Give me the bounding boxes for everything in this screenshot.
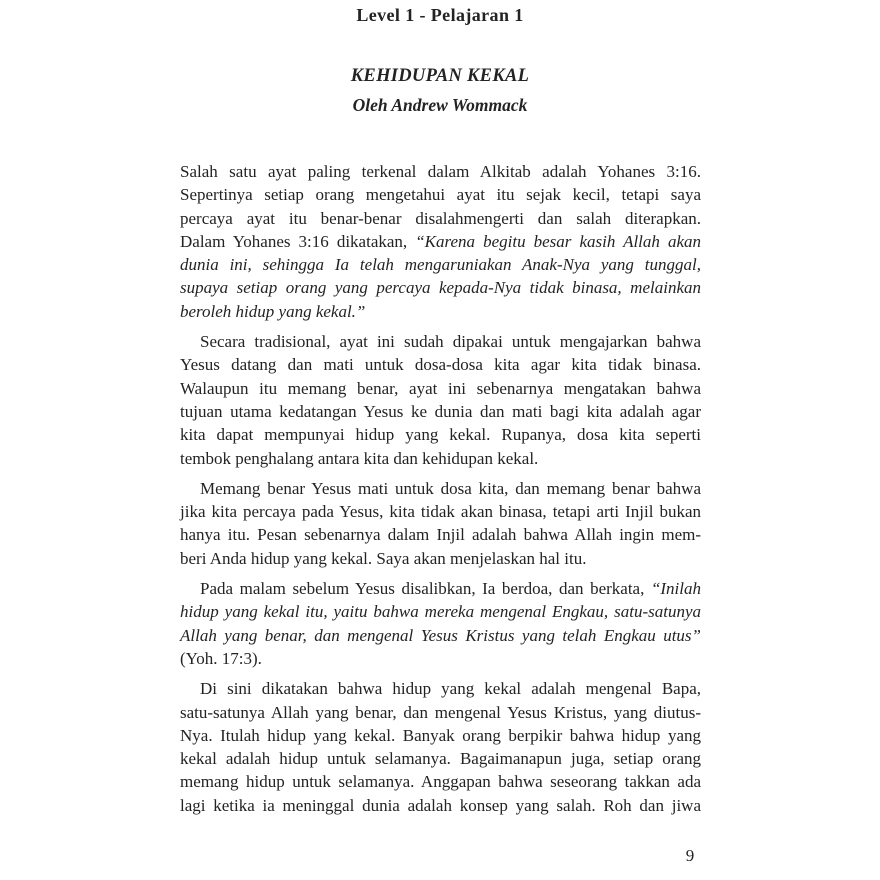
text-segment: tembok penghalang antara kita dan kehidupan kekal.: [180, 448, 539, 468]
text-line: [180, 423, 701, 446]
text-line: [180, 701, 701, 724]
text-segment: Dalam Yohanes 3:16 dikatakan,: [180, 231, 416, 251]
text-segment: Yesus datang dan mati untuk dosa-dosa kita agar kita tidak binasa.: [180, 355, 701, 375]
article-title: KEHIDUPAN KEKAL: [350, 66, 530, 86]
italic-text-segment: “Inilah: [650, 579, 701, 599]
lesson-header: Level 1 - Pelajaran 1: [356, 5, 524, 25]
text-line: [180, 600, 701, 623]
italic-text-segment: “Karena begitu besar kasih Allah akan: [415, 231, 701, 251]
text-line: [180, 477, 701, 500]
text-segment: Walaupun itu memang benar, ayat ini sebenarnya mengatakan bahwa: [180, 378, 701, 398]
page-number: 9: [685, 846, 695, 865]
paragraph: [180, 330, 701, 470]
text-segment: Nya. Itulah hidup yang kekal. Banyak orang berpikir bahwa hidup yang: [180, 725, 701, 745]
italic-text-segment: hidup yang kekal itu, yaitu bahwa mereka mengenal Engkau, satu-satunya: [180, 602, 701, 622]
text-line: [180, 253, 701, 276]
text-line: [180, 523, 701, 546]
text-line: [180, 353, 701, 376]
text-line: [180, 794, 701, 817]
text-segment: memang hidup untuk selamanya. Anggapan bahwa seseorang takkan ada: [180, 772, 701, 792]
text-line: [180, 300, 701, 323]
text-line: [180, 230, 701, 253]
article-byline: Oleh Andrew Wommack: [352, 95, 528, 115]
italic-text-segment: supaya setiap orang yang percaya kepada-Nya tidak binasa, melainkan: [180, 278, 701, 298]
text-segment: Memang benar Yesus mati untuk dosa kita, dan memang benar bahwa: [200, 478, 701, 498]
text-line: [180, 747, 701, 770]
body-text: [180, 160, 701, 817]
text-line: [180, 160, 701, 183]
italic-text-segment: Allah yang benar, dan mengenal Yesus Kristus yang telah Engkau utus”: [180, 625, 701, 645]
text-line: [180, 547, 701, 570]
text-line: [180, 447, 701, 470]
text-line: [180, 377, 701, 400]
text-segment: lagi ketika ia meninggal dunia adalah konsep yang salah. Roh dan jiwa: [180, 795, 701, 815]
text-segment: percaya ayat itu benar-benar disalahmengerti dan salah diterapkan.: [180, 208, 701, 228]
text-line: [180, 577, 701, 600]
text-line: [180, 276, 701, 299]
italic-text-segment: dunia ini, sehingga Ia telah mengaruniakan Anak-Nya yang tunggal,: [180, 255, 701, 275]
paragraph: [180, 677, 701, 817]
text-segment: (Yoh. 17:3).: [180, 648, 262, 668]
text-line: [180, 183, 701, 206]
text-line: [180, 500, 701, 523]
text-segment: tujuan utama kedatangan Yesus ke dunia dan mati bagi kita adalah agar: [180, 401, 701, 421]
paragraph: [180, 477, 701, 570]
text-segment: beri Anda hidup yang kekal. Saya akan menjelaskan hal itu.: [180, 548, 587, 568]
text-line: [180, 724, 701, 747]
text-segment: Secara tradisional, ayat ini sudah dipakai untuk mengajarkan bahwa: [200, 332, 701, 352]
text-line: [180, 207, 701, 230]
text-segment: satu-satunya Allah yang benar, dan mengenal Yesus Kristus, yang diutus-: [180, 702, 701, 722]
text-segment: kekal adalah hidup untuk selamanya. Bagaimanapun juga, setiap orang: [180, 749, 701, 769]
paragraph: [180, 577, 701, 670]
text-segment: jika kita percaya pada Yesus, kita tidak akan binasa, tetapi arti Injil bukan: [180, 502, 701, 522]
text-line: [180, 770, 701, 793]
text-line: [180, 624, 701, 647]
text-segment: kita dapat mempunyai hidup yang kekal. Rupanya, dosa kita seperti: [180, 425, 701, 445]
text-line: [180, 330, 701, 353]
text-segment: Di sini dikatakan bahwa hidup yang kekal adalah mengenal Bapa,: [200, 679, 701, 699]
text-line: [180, 400, 701, 423]
text-segment: Salah satu ayat paling terkenal dalam Alkitab adalah Yohanes 3:16.: [180, 162, 701, 181]
text-segment: Sepertinya setiap orang mengetahui ayat itu sejak kecil, tetapi saya: [180, 185, 701, 205]
text-line: [180, 677, 701, 700]
text-segment: Pada malam sebelum Yesus disalibkan, Ia berdoa, dan berkata,: [200, 579, 651, 599]
italic-text-segment: beroleh hidup yang kekal.”: [180, 301, 366, 321]
text-segment: hanya itu. Pesan sebenarnya dalam Injil adalah bahwa Allah ingin mem-: [180, 525, 701, 545]
text-line: [180, 647, 701, 670]
paragraph: [180, 160, 701, 323]
